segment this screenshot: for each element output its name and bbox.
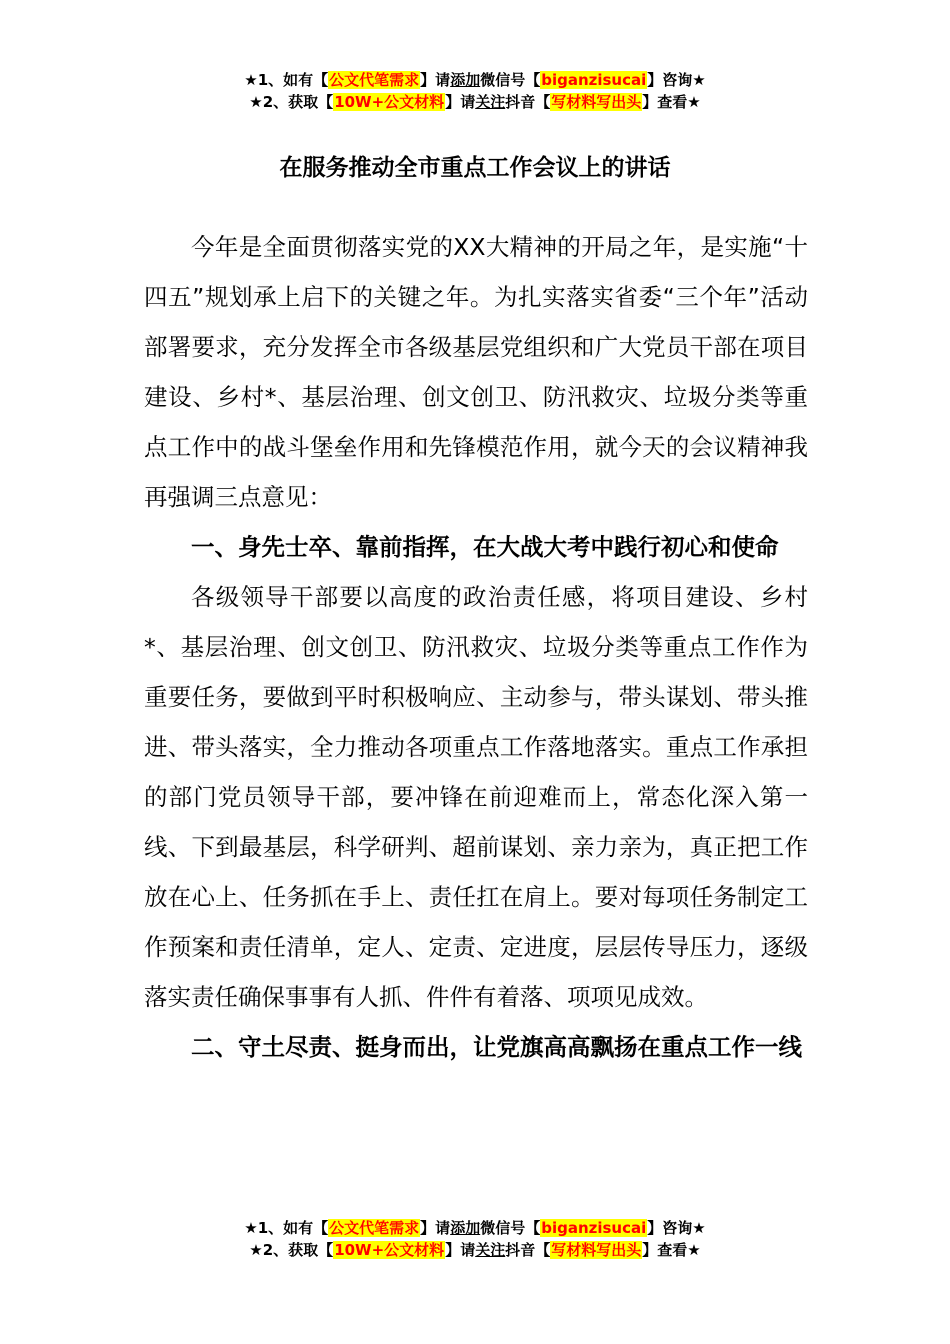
banner-wechat-id: biganzisucai (541, 1219, 647, 1237)
header-banner (0, 69, 950, 113)
paragraph-section-1: 各级领导干部要以高度的政治责任感，将项目建设、乡村*、基层治理、创文创卫、防汛救灾、垃圾分类等重点工作作为重要任务，要做到平时积极响应、主动参与，带头谋划、带头推进、带头落实，全力推动各项重点工作落地落实。重点工作承担的部门党员领导干部，要冲锋在前迎难而上，常态化深入第一线、下到最基层，科学研判、超前谋划、亲力亲为，真正把工作放在心上、任务抓在手上、责任扛在肩上。要对每项任务制定工作预案和责任清单，定人、定责、定进度，层层传导压力，逐级落实责任确保事事有人抓、件件有着落、项项见成效。 (144, 583, 808, 1011)
banner-highlight: 10W+公文材料 (334, 93, 445, 111)
footer-banner (0, 1217, 950, 1261)
section-heading-2: 二、守土尽责、挺身而出，让党旗高高飘扬在重点工作一线 (191, 1033, 802, 1061)
banner-line-1: ★1、如有【公文代笔需求】请添加微信号【biganzisucai】咨询★ (244, 71, 706, 89)
paragraph-intro: 今年是全面贯彻落实党的XX大精神的开局之年，是实施“十四五”规划承上启下的关键之年。为扎实落实省委“三个年”活动部署要求，充分发挥全市各级基层党组织和广大党员干部在项目建设、乡村*、基层治理、创文创卫、防汛救灾、垃圾分类等重点工作中的战斗堡垒作用和先锋模范作用，就今天的会议精神我再强调三点意见： (144, 233, 808, 511)
section-heading-1: 一、身先士卒、靠前指挥，在大战大考中践行初心和使命 (191, 533, 779, 561)
banner-highlight: 公文代笔需求 (329, 1219, 420, 1237)
banner-highlight: 公文代笔需求 (329, 71, 420, 89)
banner-line-2: ★2、获取【10W+公文材料】请关注抖音【写材料写出头】查看★ (249, 1241, 701, 1259)
banner-line-1: ★1、如有【公文代笔需求】请添加微信号【biganzisucai】咨询★ (244, 1219, 706, 1237)
banner-douyin-id: 写材料写出头 (551, 1241, 642, 1259)
document-body (144, 222, 808, 1072)
banner-douyin-id: 写材料写出头 (551, 93, 642, 111)
banner-wechat-id: biganzisucai (541, 71, 647, 89)
page-title: 在服务推动全市重点工作会议上的讲话 (279, 155, 671, 181)
banner-line-2: ★2、获取【10W+公文材料】请关注抖音【写材料写出头】查看★ (249, 93, 701, 111)
banner-highlight: 10W+公文材料 (334, 1241, 445, 1259)
